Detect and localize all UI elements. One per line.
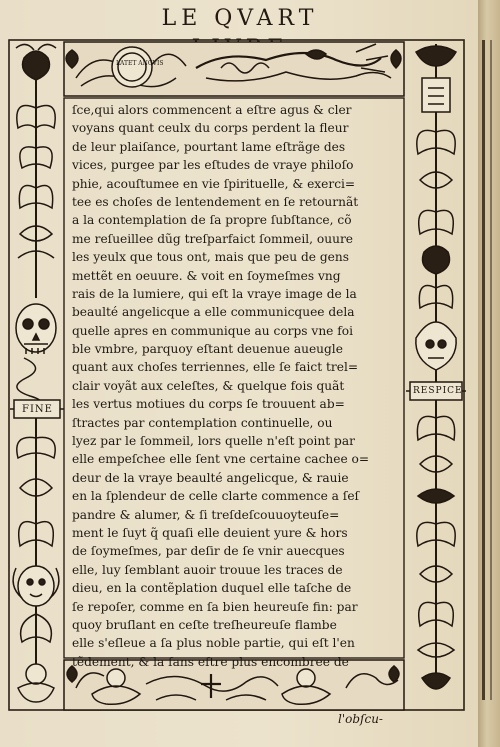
text-line: rais de la lumiere, qui eſt la vraye image de la: [72, 286, 357, 301]
text-line: pandre & alumer, & ſi treſdeſcouuoyteuſe=: [72, 507, 340, 522]
text-line: vices, purgee par les eſtudes de vraye philoſo: [72, 158, 354, 173]
plaque-fine-label: FINE: [22, 404, 53, 415]
plaque-respice-label: RESPICE: [413, 386, 463, 396]
text-line: clair voyãt aux celeſtes, & quelque fois quãt: [72, 378, 345, 393]
page-gutter: [478, 0, 500, 747]
text-line: phie, acouſtumee en vie ſpirituelle, & exerci=: [72, 176, 356, 191]
text-line: de leur plaiſance, pourtant lame eſtrãge des: [72, 139, 346, 154]
text-line: elle, luy ſemblant auoir trouue les traces de: [72, 562, 343, 577]
text-line: lyez par le ſommeil, lors quelle n'eſt point par: [72, 434, 355, 449]
left-border-column: [10, 44, 64, 702]
text-line: elle empeſchee elle ſent vne certaine cachee o=: [72, 452, 370, 467]
headpiece-ornament: [64, 42, 404, 96]
body-text: [72, 101, 402, 669]
text-line: a la contemplation de ſa propre ſubſtance, cõ: [72, 213, 352, 228]
text-line: quoy bruſlant en ceſte treſheureuſe flambe: [72, 617, 337, 632]
text-line: ſe repoſer, comme en ſa bien heureuſe fin: par: [72, 599, 358, 614]
text-line: deur de la vraye beaulté angelicque, & rauie: [72, 470, 349, 485]
text-line: les yeulx que tous ont, mais que peu de gens: [72, 250, 349, 265]
text-line: ſtractes par contemplation continuelle, ou: [72, 415, 333, 430]
text-line: voyans quant ceulx du corps perdent la fleur: [72, 121, 349, 136]
text-line: ſce,qui alors commencent a eſtre agus & cler: [72, 103, 352, 117]
text-line: tẽdement, & la ſans eſtre plus encombree de: [72, 654, 349, 669]
text-line: quant aux choſes terriennes, elle ſe faict trel=: [72, 360, 359, 375]
running-head: LE QVART: [161, 6, 319, 31]
text-line: ble vmbre, parquoy eſtant deuenue aueugle: [72, 342, 343, 357]
text-line: ment le ſuyt q̃ quaſi elle deuient yure & hors: [72, 525, 348, 540]
text-line: elle s'eſleue a ſa plus noble partie, qui eſt l'en: [72, 636, 355, 651]
text-line: les vertus motiues du corps ſe trouuent ab=: [72, 397, 345, 412]
text-line: quelle apres en communique au corps vne foi: [72, 323, 354, 338]
text-line: me reſueillee dũg treſparfaict ſommeil, ouure: [72, 231, 353, 246]
text-line: tee es choſes de lentendement en ſe retournãt: [72, 194, 359, 209]
text-line: beaulté angelicque a elle communicquee dela: [72, 305, 355, 320]
text-line: mettẽt en oeuure. & voit en ſoymeſmes vng: [72, 268, 341, 283]
text-line: en la ſplendeur de celle clarte commence a ſeſ: [72, 489, 360, 504]
catchword: l'obſcu-: [338, 712, 383, 726]
text-line: de ſoymeſmes, par deſir de ſe vnir auecques: [72, 544, 345, 559]
text-line: dieu, en la contẽplation duquel elle taſche de: [72, 581, 352, 596]
right-border-column: [406, 44, 466, 689]
headpiece-motto: LATET ANGVIS: [116, 60, 164, 67]
